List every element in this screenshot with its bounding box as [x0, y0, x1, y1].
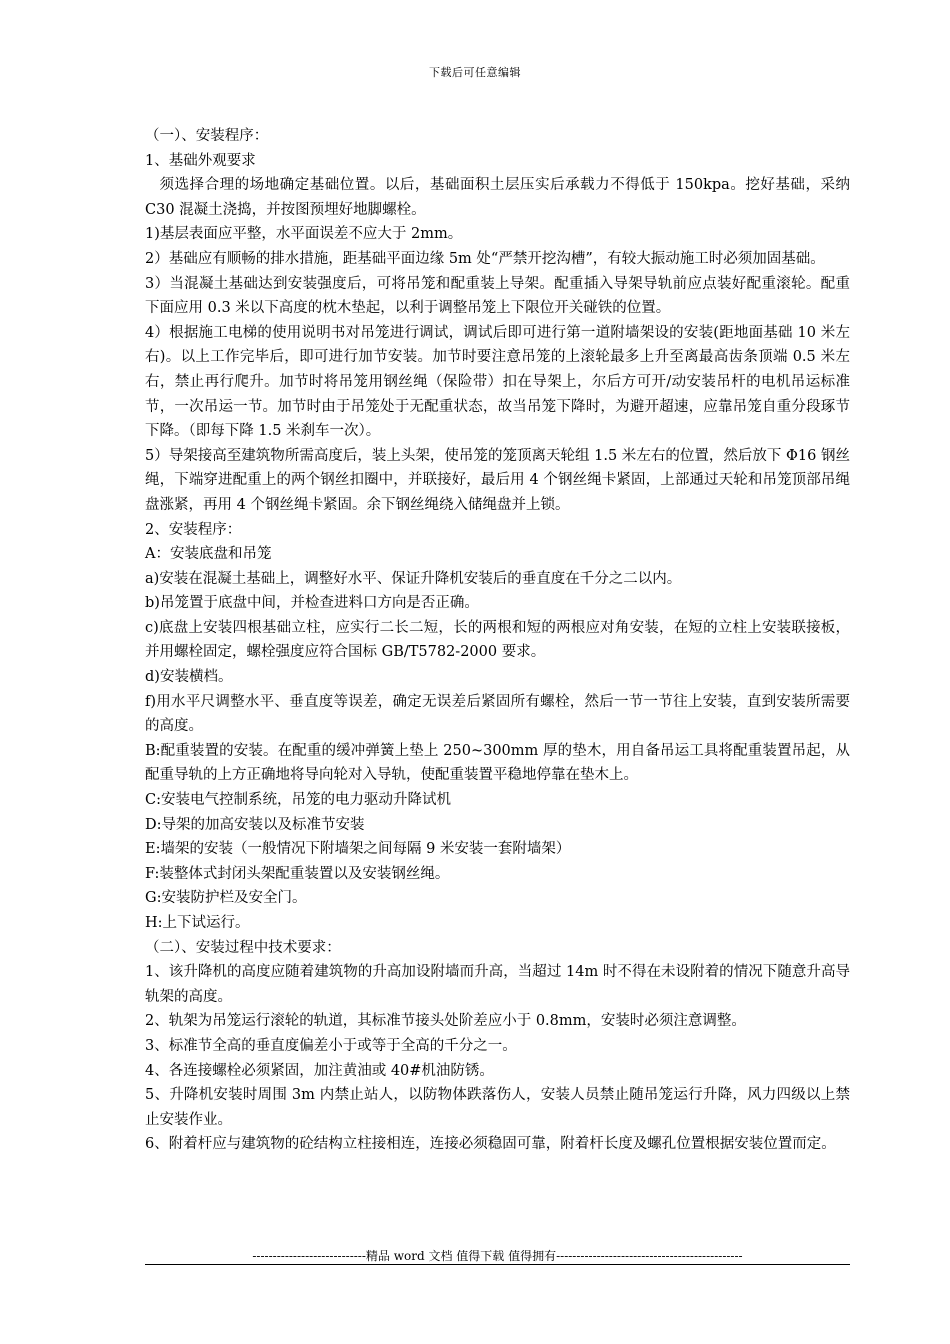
- paragraph: d)安装横档。: [145, 669, 233, 686]
- paragraph: 2、轨架为吊笼运行滚轮的轨道，其标准节接头处阶差应小于 0.8mm，安装时必须注意调整。: [145, 1013, 746, 1030]
- paragraph: H:上下试运行。: [145, 915, 250, 931]
- section-title-installation-procedure: （一）、安装程序：: [145, 128, 269, 144]
- paragraph: 1)基层表面应平整，水平面误差不应大于 2mm。: [145, 226, 463, 243]
- paragraph: 3）当混凝土基础达到安装强度后，可将吊笼和配重装上导架。配重插入导架导轨前应点装好配重滚轮。配重下面应用 0.3 米以下高度的枕木垫起，以利于调整吊笼上下限位开关碰铁的位置。: [145, 275, 850, 317]
- paragraph: 4、各连接螺栓必须紧固，加注黄油或 40#机油防锈。: [145, 1062, 494, 1079]
- paragraph: b)吊笼置于底盘中间，并检查进料口方向是否正确。: [145, 595, 479, 612]
- document-body: [145, 124, 850, 1157]
- paragraph: 5）导架接高至建筑物所需高度后，装上头架，使吊笼的笼顶离天轮组 1.5 米左右的位置，然后放下 Φ16 钢丝绳，下端穿进配重上的两个钢丝扣圈中，并联接好，最后用 4 个钢丝绳卡紧固，上部通过天轮和吊笼顶部吊绳盘涨紧，再用 4 个钢丝绳卡紧固。余下钢丝绳绕入储绳盘并上锁。: [145, 447, 850, 513]
- paragraph: a)安装在混凝土基础上，调整好水平、保证升降机安装后的垂直度在千分之二以内。: [145, 570, 682, 587]
- page-header: 下载后可任意编辑: [429, 66, 521, 79]
- paragraph: D:导架的加高安装以及标准节安装: [145, 816, 365, 833]
- paragraph: 2）基础应有顺畅的排水措施，距基础平面边缘 5m 处“严禁开挖沟槽”，有较大振动施工时必须加固基础。: [145, 250, 825, 267]
- paragraph: B:配重装置的安装。在配重的缓冲弹簧上垫上 250~300mm 厚的垫木，用自备吊运工具将配重装置吊起，从配重导轨的上方正确地将导向轮对入导轨，使配重装置平稳地停靠在垫木上。: [145, 742, 850, 784]
- subheading-foundation-requirements: 1、基础外观要求: [145, 152, 256, 169]
- footer-divider: [145, 1264, 850, 1265]
- paragraph: 5、升降机安装时周围 3m 内禁止站人，以防物体跌落伤人，安装人员禁止随吊笼运行升降，风力四级以上禁止安装作业。: [145, 1087, 850, 1128]
- paragraph: F:装整体式封闭头架配重装置以及安装钢丝绳。: [145, 865, 450, 882]
- section-title-technical-requirements: （二）、安装过程中技术要求：: [145, 939, 341, 956]
- paragraph: A：安装底盘和吊笼: [145, 546, 272, 563]
- paragraph: 3、标准节全高的垂直度偏差小于或等于全高的千分之一。: [145, 1037, 517, 1054]
- paragraph: f)用水平尺调整水平、垂直度等误差，确定无误差后紧固所有螺栓，然后一节一节往上安装，直到安装所需要的高度。: [145, 693, 850, 735]
- page-footer: ----------------------------精品 word 文档 值得下载 值得拥有----------------------------------------------: [252, 1249, 743, 1263]
- paragraph: E:墙架的安装（一般情况下附墙架之间每隔 9 米安装一套附墙架）: [145, 841, 571, 858]
- subheading-install-procedure: 2、安装程序：: [145, 521, 242, 538]
- paragraph: 6、附着杆应与建筑物的砼结构立柱接相连，连接必须稳固可靠，附着杆长度及螺孔位置根据安装位置而定。: [145, 1136, 836, 1153]
- paragraph: G:安装防护栏及安全门。: [145, 890, 307, 907]
- paragraph: c)底盘上安装四根基础立柱，应实行二长二短，长的两根和短的两根应对角安装，在短的立柱上安装联接板，并用螺栓固定，螺栓强度应符合国标 GB/T5782-2000 要求。: [145, 619, 850, 661]
- paragraph: C:安装电气控制系统，吊笼的电力驱动升降试机: [145, 792, 451, 809]
- paragraph: 4）根据施工电梯的使用说明书对吊笼进行调试，调试后即可进行第一道附墙架设的安装(距地面基础 10 米左右)。以上工作完毕后，即可进行加节安装。加节时要注意吊笼的上滚轮最多上升至离最高齿条顶端 0.5 米左右，禁止再行爬升。加节时将吊笼用钢丝绳（保险带）扣在导架上，尔后方可开/动安装吊杆的电机吊运标准节，一次吊运一节。加节时由于吊笼处于无配重状态，故当吊笼下降时，为避开超速，应靠吊笼自重分段琢节下降。（即每下降 1.5 米刹车一次）。: [145, 324, 850, 440]
- paragraph: 须选择合理的场地确定基础位置。以后，基础面积土层压实后承载力不得低于 150kpa。挖好基础，采纳 C30 混凝土浇捣，并按图预埋好地脚螺栓。: [145, 177, 850, 218]
- paragraph: 1、该升降机的高度应随着建筑物的升高加设附墙而升高，当超过 14m 时不得在未设附着的情况下随意升高导轨架的高度。: [145, 964, 850, 1005]
